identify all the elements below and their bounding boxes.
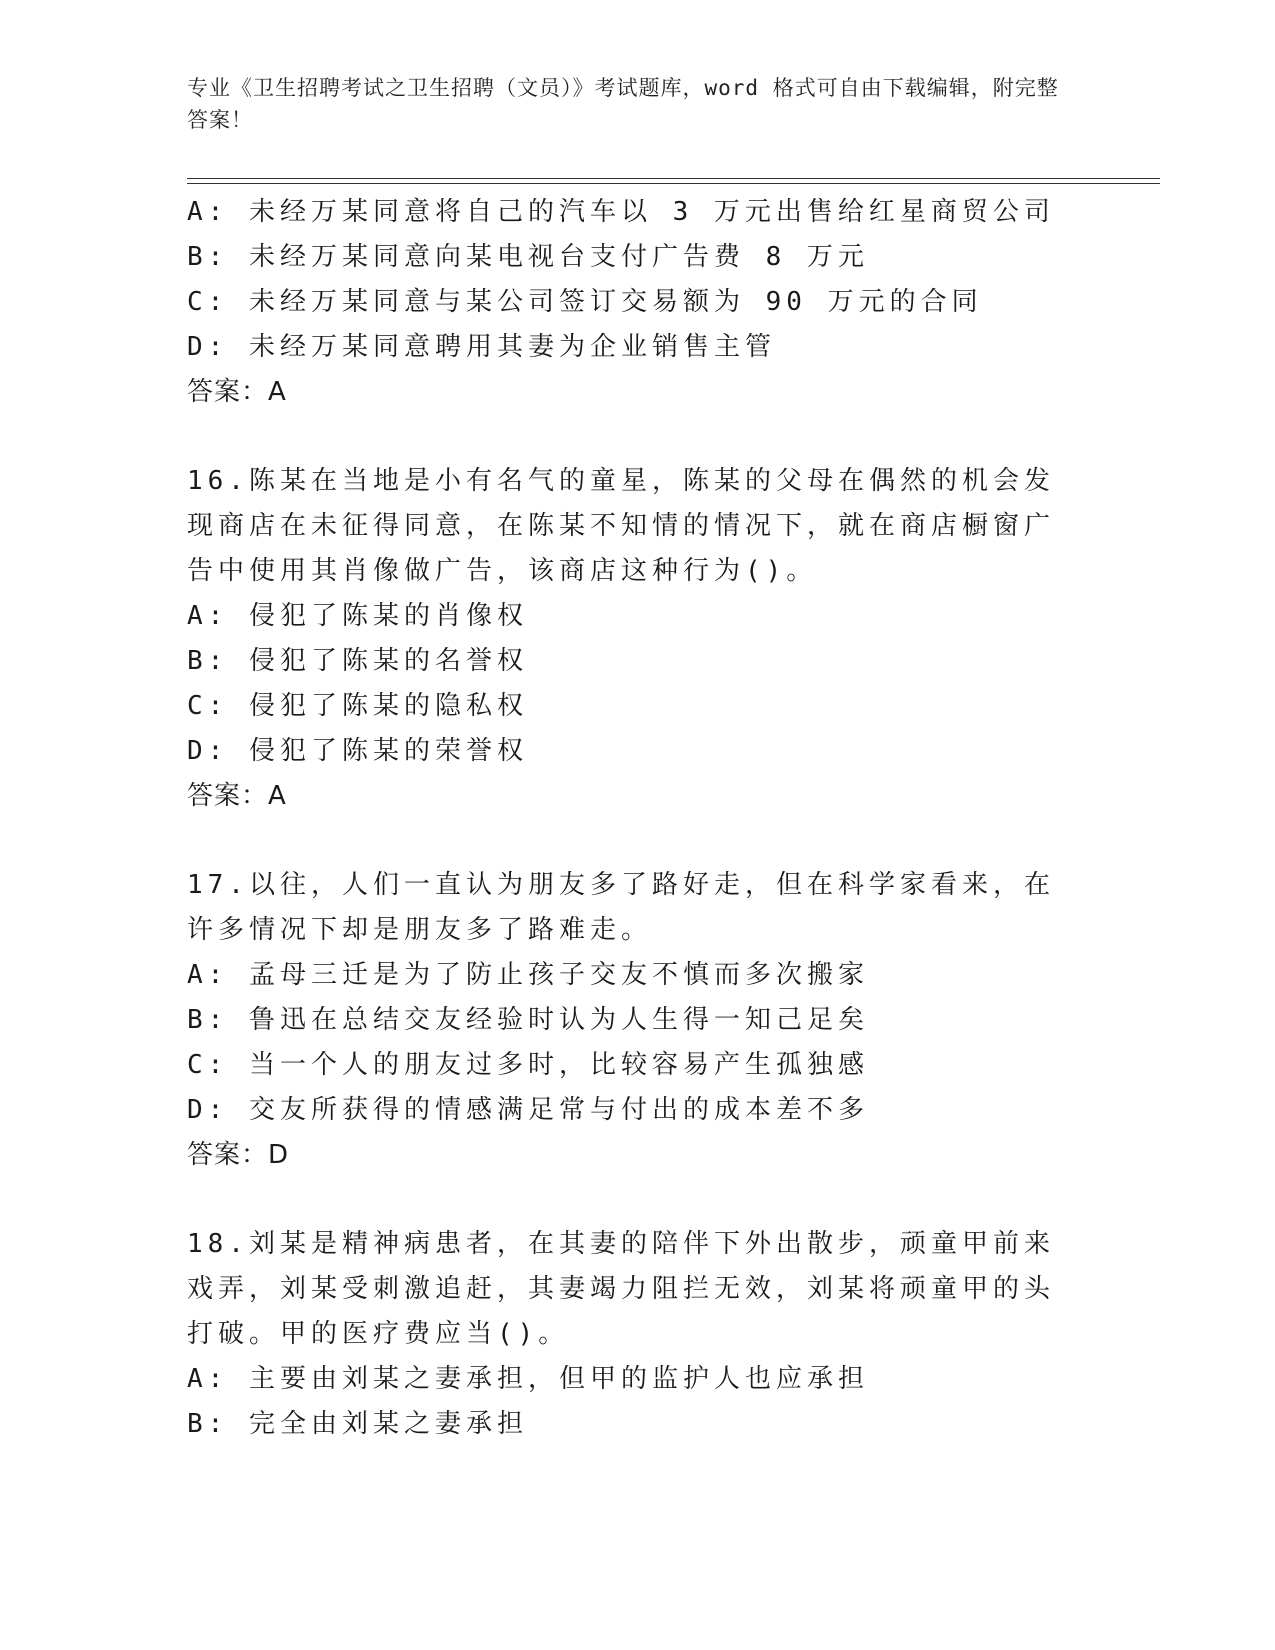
question-18-option-a: A: 主要由刘某之妻承担，但甲的监护人也应承担 <box>187 1364 869 1394</box>
question-16-option-a: A: 侵犯了陈某的肖像权 <box>187 601 528 631</box>
question-18-option-b: B: 完全由刘某之妻承担 <box>187 1409 528 1439</box>
question-16-stem: 16.陈某在当地是小有名气的童星，陈某的父母在偶然的机会发现商店在未征得同意，在陈某不知情的情况下，就在商店橱窗广告中使用其肖像做广告，该商店这种行为()。 <box>187 466 1056 586</box>
question-16-block <box>187 459 1087 819</box>
header-divider-bottom <box>187 183 1160 184</box>
question-18-block <box>187 1222 1087 1447</box>
question-15-answer: 答案：A <box>187 377 287 407</box>
question-16-option-d: D: 侵犯了陈某的荣誉权 <box>187 736 528 766</box>
question-17-block <box>187 863 1087 1178</box>
document-header: 专业《卫生招聘考试之卫生招聘（文员）》考试题库，word 格式可自由下载编辑，附完整答案！ <box>187 76 1059 132</box>
question-15-option-d: D: 未经万某同意聘用其妻为企业销售主管 <box>187 332 776 362</box>
question-16-option-b: B: 侵犯了陈某的名誉权 <box>187 646 528 676</box>
question-17-option-c: C: 当一个人的朋友过多时，比较容易产生孤独感 <box>187 1050 869 1080</box>
header-divider-top <box>187 178 1160 179</box>
question-15-option-c: C: 未经万某同意与某公司签订交易额为 90 万元的合同 <box>187 287 983 317</box>
question-15-option-b: B: 未经万某同意向某电视台支付广告费 8 万元 <box>187 242 869 272</box>
question-16-answer: 答案：A <box>187 781 287 811</box>
question-18-stem: 18.刘某是精神病患者，在其妻的陪伴下外出散步，顽童甲前来戏弄，刘某受刺激追赶，其妻竭力阻拦无效，刘某将顽童甲的头打破。甲的医疗费应当()。 <box>187 1229 1056 1349</box>
question-17-option-a: A: 孟母三迁是为了防止孩子交友不慎而多次搬家 <box>187 960 869 990</box>
question-15-option-a: A: 未经万某同意将自己的汽车以 3 万元出售给红星商贸公司 <box>187 197 1055 227</box>
question-17-answer: 答案：D <box>187 1140 290 1170</box>
question-list <box>187 190 1087 1447</box>
question-17-stem: 17.以往，人们一直认为朋友多了路好走，但在科学家看来，在许多情况下却是朋友多了路难走。 <box>187 870 1055 945</box>
question-16-option-c: C: 侵犯了陈某的隐私权 <box>187 691 528 721</box>
question-17-option-b: B: 鲁迅在总结交友经验时认为人生得一知己足矣 <box>187 1005 869 1035</box>
question-15-block <box>187 190 1087 415</box>
question-17-option-d: D: 交友所获得的情感满足常与付出的成本差不多 <box>187 1095 869 1125</box>
